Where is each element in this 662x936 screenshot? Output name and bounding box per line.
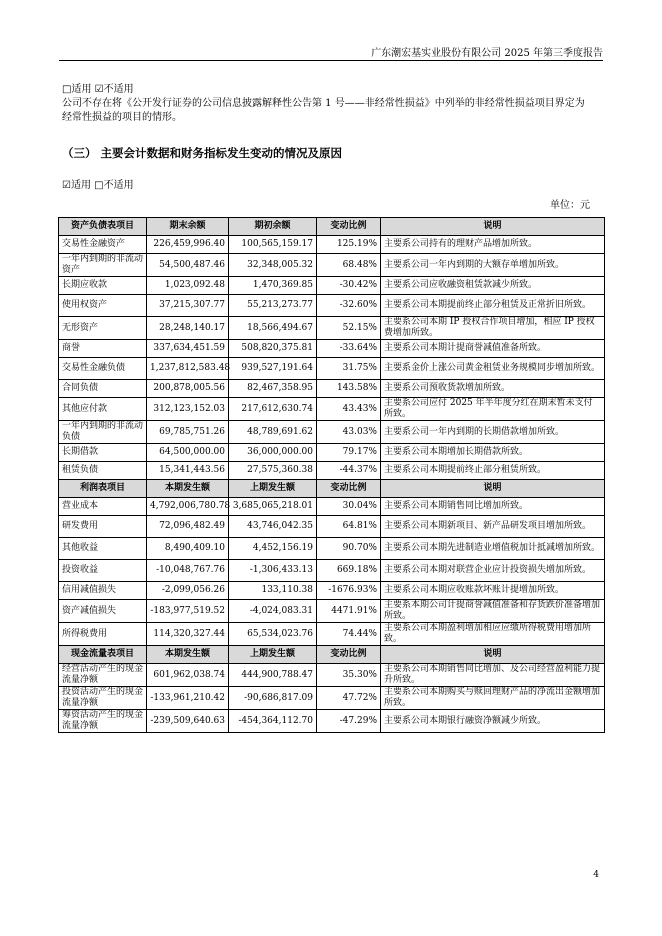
- item-cell: 一年内到期的非流动负债: [59, 421, 147, 444]
- cashflow-header-row: [59, 646, 605, 664]
- value-cell: 55,213,273.77: [229, 295, 317, 317]
- item-cell: 经营活动产生的现金流量净额: [59, 664, 147, 687]
- report-header: 广东潮宏基实业股份有限公司 2025 年第三季度报告: [371, 48, 603, 59]
- applicability-note-1: □适用 ☑不适用: [62, 84, 134, 95]
- description-cell: 主要系公司本期计提商誉减值准备所致。: [381, 340, 605, 358]
- item-cell: 其他应付款: [59, 398, 147, 421]
- value-cell: 1,237,812,583.48: [147, 358, 229, 380]
- description-cell: 主要系公司本期先进制造业增值税加计抵减增加所致。: [381, 538, 605, 560]
- income-row: [59, 560, 605, 582]
- item-cell: 商誉: [59, 340, 147, 358]
- value-cell: 4,452,156.19: [229, 538, 317, 560]
- item-cell: 资产减值损失: [59, 600, 147, 623]
- unit-label: 单位：元: [550, 200, 590, 211]
- value-cell: 69,785,751.26: [147, 421, 229, 444]
- description-cell: 主要系公司本期购买与赎回理财产品的净流出金额增加所致。: [381, 687, 605, 710]
- value-cell: 32,348,005.32: [229, 254, 317, 277]
- balance-row: [59, 421, 605, 444]
- value-cell: -90,686,817.09: [229, 687, 317, 710]
- change-ratio-cell: 74.44%: [317, 623, 381, 646]
- value-cell: -454,364,112.70: [229, 710, 317, 733]
- balance-row: [59, 295, 605, 317]
- cashflow-header-cell: 上期发生额: [229, 646, 317, 664]
- value-cell: 601,962,038.74: [147, 664, 229, 687]
- description-cell: 主要系金价上涨公司黄金租赁业务规模同步增加所致。: [381, 358, 605, 380]
- item-cell: 研发费用: [59, 516, 147, 538]
- change-ratio-cell: 79.17%: [317, 444, 381, 462]
- description-cell: 主要系公司本期应收账款坏账计提增加所致。: [381, 582, 605, 600]
- value-cell: 508,820,375.81: [229, 340, 317, 358]
- applicability-note-2: ☑适用 □不适用: [62, 180, 134, 191]
- balance-row: [59, 380, 605, 398]
- description-cell: 主要系本期公司计提商誉减值准备和存货跌价准备增加所致。: [381, 600, 605, 623]
- value-cell: 64,500,000.00: [147, 444, 229, 462]
- income-row: [59, 538, 605, 560]
- header-divider: [59, 60, 603, 61]
- balance-header-row: [59, 218, 605, 236]
- value-cell: 200,878,005.56: [147, 380, 229, 398]
- description-cell: 主要系公司本期增加长期借款所致。: [381, 444, 605, 462]
- balance-header-cell: 资产负债表项目: [59, 218, 147, 236]
- item-cell: 所得税费用: [59, 623, 147, 646]
- description-cell: 主要系公司本期提前终止部分租赁所致。: [381, 462, 605, 480]
- cashflow-row: [59, 710, 605, 733]
- balance-row: [59, 358, 605, 380]
- description-cell: 主要系公司本期银行融资净额减少所致。: [381, 710, 605, 733]
- income-row: [59, 600, 605, 623]
- income-header-cell: 说明: [381, 480, 605, 498]
- cashflow-header-cell: 说明: [381, 646, 605, 664]
- change-ratio-cell: -32.60%: [317, 295, 381, 317]
- description-cell: 主要系公司本期盈利增加相应应缴所得税费用增加所致。: [381, 623, 605, 646]
- balance-header-cell: 期末余额: [147, 218, 229, 236]
- income-row: [59, 623, 605, 646]
- change-ratio-cell: -30.42%: [317, 277, 381, 295]
- change-ratio-cell: 143.58%: [317, 380, 381, 398]
- balance-row: [59, 277, 605, 295]
- change-ratio-cell: 30.04%: [317, 498, 381, 516]
- item-cell: 长期应收款: [59, 277, 147, 295]
- item-cell: 营业成本: [59, 498, 147, 516]
- value-cell: 114,320,327.44: [147, 623, 229, 646]
- description-cell: 主要系公司本期对联营企业应计投资损失增加所致。: [381, 560, 605, 582]
- financial-changes-table: [58, 217, 605, 733]
- item-cell: 无形资产: [59, 317, 147, 340]
- change-ratio-cell: 43.43%: [317, 398, 381, 421]
- description-cell: 主要系公司本期销售同比增加所致。: [381, 498, 605, 516]
- value-cell: 939,527,191.64: [229, 358, 317, 380]
- item-cell: 其他收益: [59, 538, 147, 560]
- description-cell: 主要系公司一年内到期的长期借款增加所致。: [381, 421, 605, 444]
- item-cell: 交易性金融负债: [59, 358, 147, 380]
- description-cell: 主要系公司本期提前终止部分租赁及正常折旧所致。: [381, 295, 605, 317]
- value-cell: -133,961,210.42: [147, 687, 229, 710]
- cashflow-row: [59, 687, 605, 710]
- change-ratio-cell: 52.15%: [317, 317, 381, 340]
- item-cell: 使用权资产: [59, 295, 147, 317]
- change-ratio-cell: -1676.93%: [317, 582, 381, 600]
- item-cell: 一年内到期的非流动资产: [59, 254, 147, 277]
- description-cell: 主要系公司本期新项目、新产品研发项目增加所致。: [381, 516, 605, 538]
- change-ratio-cell: 47.72%: [317, 687, 381, 710]
- cashflow-header-cell: 变动比例: [317, 646, 381, 664]
- value-cell: 72,096,482.49: [147, 516, 229, 538]
- change-ratio-cell: 90.70%: [317, 538, 381, 560]
- description-cell: 主要系公司预收货款增加所致。: [381, 380, 605, 398]
- income-header-cell: 利润表项目: [59, 480, 147, 498]
- balance-row: [59, 254, 605, 277]
- value-cell: 48,789,691.62: [229, 421, 317, 444]
- item-cell: 筹资活动产生的现金流量净额: [59, 710, 147, 733]
- balance-row: [59, 398, 605, 421]
- income-header-cell: 上期发生额: [229, 480, 317, 498]
- change-ratio-cell: 669.18%: [317, 560, 381, 582]
- balance-row: [59, 444, 605, 462]
- value-cell: 43,746,042.35: [229, 516, 317, 538]
- value-cell: 3,685,065,218.01: [229, 498, 317, 516]
- change-ratio-cell: 125.19%: [317, 236, 381, 254]
- value-cell: 65,534,023.76: [229, 623, 317, 646]
- change-ratio-cell: -44.37%: [317, 462, 381, 480]
- balance-row: [59, 462, 605, 480]
- value-cell: 1,470,369.85: [229, 277, 317, 295]
- change-ratio-cell: 4471.91%: [317, 600, 381, 623]
- value-cell: 82,467,358.95: [229, 380, 317, 398]
- balance-row: [59, 340, 605, 358]
- value-cell: 54,500,487.46: [147, 254, 229, 277]
- value-cell: 1,023,092.48: [147, 277, 229, 295]
- item-cell: 租赁负债: [59, 462, 147, 480]
- item-cell: 投资活动产生的现金流量净额: [59, 687, 147, 710]
- value-cell: 8,490,409.10: [147, 538, 229, 560]
- change-ratio-cell: 31.75%: [317, 358, 381, 380]
- income-row: [59, 582, 605, 600]
- value-cell: -2,099,056.26: [147, 582, 229, 600]
- item-cell: 交易性金融资产: [59, 236, 147, 254]
- value-cell: 226,459,996.40: [147, 236, 229, 254]
- value-cell: 217,612,630.74: [229, 398, 317, 421]
- balance-header-cell: 期初余额: [229, 218, 317, 236]
- income-row: [59, 516, 605, 538]
- change-ratio-cell: 64.81%: [317, 516, 381, 538]
- description-cell: 主要系公司应收融资租赁款减少所致。: [381, 277, 605, 295]
- balance-header-cell: 变动比例: [317, 218, 381, 236]
- income-header-row: [59, 480, 605, 498]
- value-cell: 444,900,788.47: [229, 664, 317, 687]
- cashflow-header-cell: 本期发生额: [147, 646, 229, 664]
- item-cell: 长期借款: [59, 444, 147, 462]
- page-number: 4: [593, 870, 599, 880]
- change-ratio-cell: 43.03%: [317, 421, 381, 444]
- value-cell: 133,110.38: [229, 582, 317, 600]
- section-title: （三） 主要会计数据和财务指标发生变动的情况及原因: [62, 146, 343, 160]
- value-cell: 18,566,494.67: [229, 317, 317, 340]
- balance-row: [59, 236, 605, 254]
- item-cell: 信用减值损失: [59, 582, 147, 600]
- balance-row: [59, 317, 605, 340]
- value-cell: -183,977,519.52: [147, 600, 229, 623]
- value-cell: 100,565,159.17: [229, 236, 317, 254]
- income-row: [59, 498, 605, 516]
- description-cell: 主要系公司持有的理财产品增加所致。: [381, 236, 605, 254]
- cashflow-row: [59, 664, 605, 687]
- value-cell: 28,248,140.17: [147, 317, 229, 340]
- income-header-cell: 本期发生额: [147, 480, 229, 498]
- item-cell: 投资收益: [59, 560, 147, 582]
- description-cell: 主要系公司一年内到期的大额存单增加所致。: [381, 254, 605, 277]
- cashflow-header-cell: 现金流量表项目: [59, 646, 147, 664]
- value-cell: 36,000,000.00: [229, 444, 317, 462]
- change-ratio-cell: 35.30%: [317, 664, 381, 687]
- value-cell: 4,792,006,780.78: [147, 498, 229, 516]
- non-recurring-paragraph: 公司不存在将《公开发行证券的公司信息披露解释性公告第 1 号——非经常性损益》中列举的非经常性损益项目界定为经常性损益的项目的情形。: [62, 98, 585, 123]
- description-cell: 主要系公司本期销售同比增加、及公司经营盈利能力提升所致。: [381, 664, 605, 687]
- description-cell: 主要系公司应付 2025 年半年度分红在期末暂未支付所致。: [381, 398, 605, 421]
- balance-header-cell: 说明: [381, 218, 605, 236]
- income-header-cell: 变动比例: [317, 480, 381, 498]
- value-cell: -1,306,433.13: [229, 560, 317, 582]
- change-ratio-cell: 68.48%: [317, 254, 381, 277]
- value-cell: 27,575,360.38: [229, 462, 317, 480]
- value-cell: 37,215,307.77: [147, 295, 229, 317]
- value-cell: 15,341,443.56: [147, 462, 229, 480]
- value-cell: 337,634,451.59: [147, 340, 229, 358]
- change-ratio-cell: -33.64%: [317, 340, 381, 358]
- value-cell: -10,048,767.76: [147, 560, 229, 582]
- change-ratio-cell: -47.29%: [317, 710, 381, 733]
- value-cell: -4,024,083.31: [229, 600, 317, 623]
- item-cell: 合同负债: [59, 380, 147, 398]
- value-cell: 312,123,152.03: [147, 398, 229, 421]
- description-cell: 主要系公司本期 IP 授权合作项目增加，相应 IP 授权费增加所致。: [381, 317, 605, 340]
- value-cell: -239,509,640.63: [147, 710, 229, 733]
